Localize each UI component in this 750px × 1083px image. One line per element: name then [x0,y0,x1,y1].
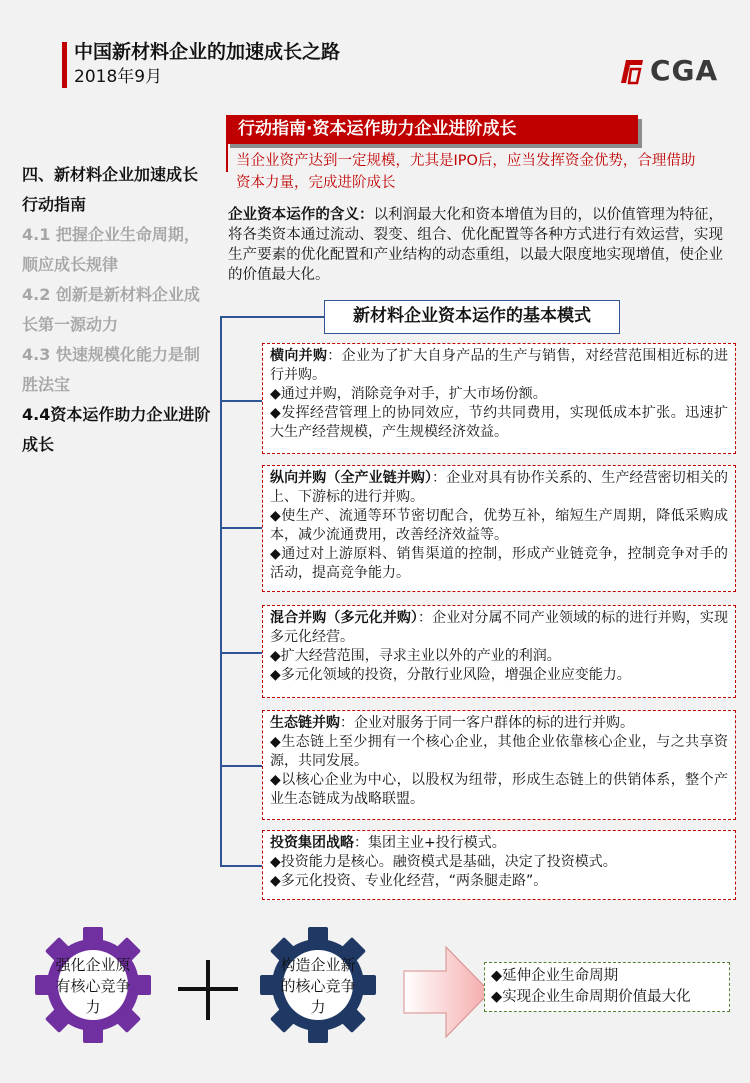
definition-term: 企业资本运作的含义： [228,207,374,223]
tree-branch-3 [220,652,262,654]
tree-trunk [220,316,222,866]
tree-branch-1 [220,400,262,402]
mode-bullet: ◆使生产、流通等环节密切配合，优势互补，缩短生产周期，降低采购成本，减少流通费用，改善经济效益等。 [270,508,728,543]
tree-branch-5 [220,865,262,867]
mode-bullet: ◆以核心企业为中心，以股权为纽带，形成生态链上的供销体系，整个产业生态链成为战略联盟。 [270,772,728,807]
page-title: 中国新材料企业的加速成长之路 [74,41,341,63]
mode-bullet: ◆发挥经营管理上的协同效应，节约共同费用，实现低成本扩张。迅速扩大生产经营规模，产生规模经济效益。 [270,405,728,440]
mode-intro: ：企业对分属不同产业领域的标的进行并购，实现多元化经营。 [270,610,728,645]
section-nav [22,160,212,460]
mode-bullet: ◆通过对上游原料、销售渠道的控制，形成产业链竞争，控制竞争对手的活动，提高竞争能力。 [270,546,728,581]
header-accent-bar [62,42,67,88]
gear-label-strengthen: 强化企业原有核心竞争力 [55,956,131,1016]
report-date: 2018年9月 [74,67,163,87]
cga-logo-mark-icon [618,57,646,85]
arrow-right-icon [402,945,492,1040]
mode-intro: ：企业对服务于同一客户群体的标的进行并购。 [340,715,634,731]
mode-card-mixed-ma [262,605,736,698]
mode-bullet: ◆多元化投资、专业化经营，“两条腿走路”。 [270,873,548,889]
cga-logo [618,55,728,89]
banner-tick [226,144,228,172]
action-guide-banner: 行动指南·资本运作助力企业进阶成长 [226,115,638,144]
mode-title: 横向并购 [270,348,328,364]
nav-item-4-1[interactable]: 4.1 把握企业生命周期，顺应成长规律 [22,225,200,274]
mode-card-ecochain-ma [262,710,736,820]
mode-bullet: ◆投资能力是核心。融资模式是基础，决定了投资模式。 [270,854,617,870]
mode-title: 投资集团战略 [270,835,354,851]
mode-bullet: ◆通过并购，消除竞争对手，扩大市场份额。 [270,386,547,402]
outcome-item: ◆实现企业生命周期价值最大化 [491,989,691,1005]
mode-bullet: ◆多元化领域的投资，分散行业风险，增强企业应变能力。 [270,667,631,683]
plus-icon-v [206,960,210,1020]
mode-intro: ：企业对具有协作关系的、生产经营密切相关的上、下游标的进行并购。 [270,470,728,505]
tree-connector-top [220,316,324,318]
nav-item-section-4[interactable]: 四、新材料企业加速成长行动指南 [22,165,199,214]
mode-intro: ：集团主业+投行模式。 [354,835,506,851]
mode-card-horizontal-ma [262,343,736,454]
mode-title: 纵向并购（全产业链并购） [270,470,433,486]
basic-modes-title: 新材料企业资本运作的基本模式 [324,300,620,334]
mode-bullet: ◆扩大经营范围，寻求主业以外的产业的利润。 [270,648,561,664]
nav-item-4-4[interactable]: 4.4资本运作助力企业进阶成长 [22,405,211,454]
mode-bullet: ◆生态链上至少拥有一个核心企业，其他企业依靠核心企业，与之共享资源，共同发展。 [270,734,728,769]
mode-card-vertical-ma [262,465,736,592]
nav-item-4-3[interactable]: 4.3 快速规模化能力是制胜法宝 [22,345,200,394]
mode-intro: ：企业为了扩大自身产品的生产与销售，对经营范围相近标的进行并购。 [270,348,729,383]
gear-label-construct: 构造企业新的核心竞争力 [280,956,356,1016]
mode-title: 生态链并购 [270,715,340,731]
capital-operation-definition [228,205,723,285]
outcome-item: ◆延伸企业生命周期 [491,968,619,984]
action-guide-subtitle: 当企业资产达到一定规模，尤其是IPO后，应当发挥资金优势，合理借助资本力量，完成进阶成长 [236,153,696,191]
mode-card-investment-group [262,830,736,900]
outcome-box [484,962,730,1012]
logo-text: CGA [650,54,719,87]
definition-text: 以利润最大化和资本增值为目的，以价值管理为特征，将各类资本通过流动、裂变、组合、优化配置等各种方式进行有效运营，实现生产要素的优化配置和产业结构的动态重组，以最大限度地实现增值，使企业的价值最大化。 [228,207,724,283]
tree-branch-2 [220,527,262,529]
mode-title: 混合并购（多元化并购） [270,610,419,626]
tree-branch-4 [220,765,262,767]
nav-item-4-2[interactable]: 4.2 创新是新材料企业成长第一源动力 [22,285,200,334]
